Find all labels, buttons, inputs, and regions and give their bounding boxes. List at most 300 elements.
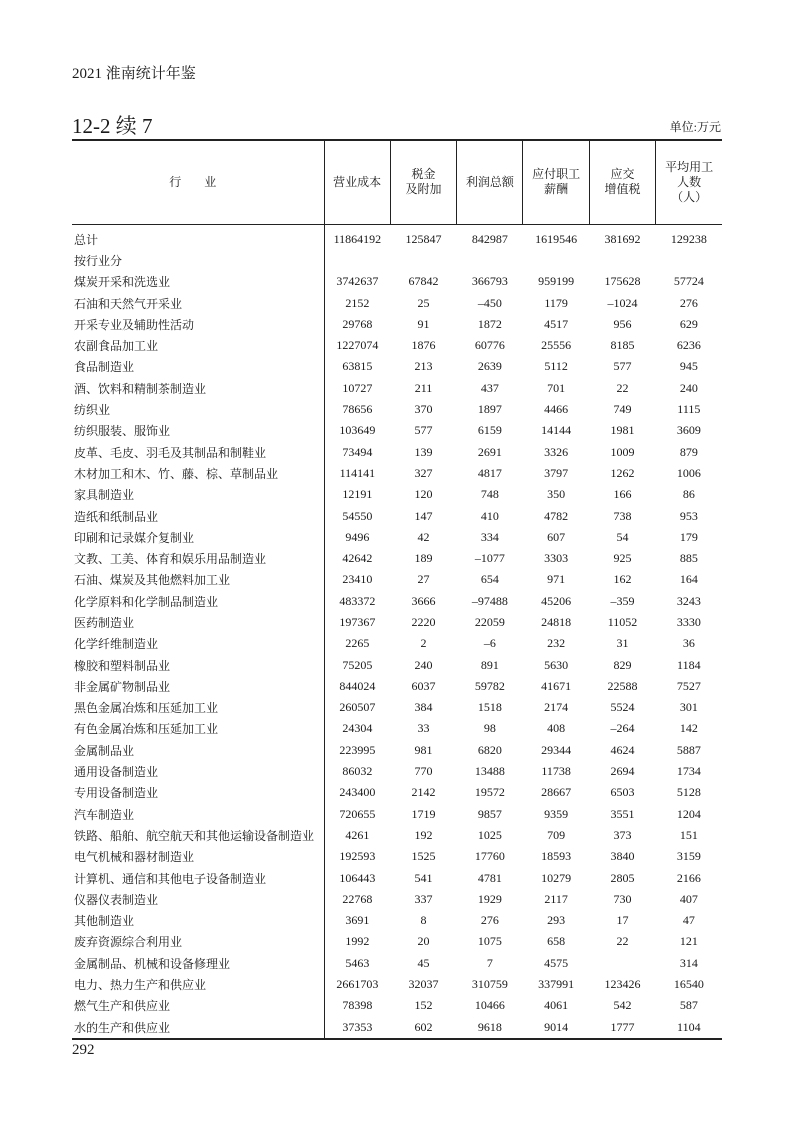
cell-value: 314 bbox=[679, 955, 698, 970]
table-row bbox=[72, 484, 722, 505]
row-label: 医药制造业 bbox=[72, 612, 324, 633]
cell-value: 42642 bbox=[342, 551, 373, 566]
cell-value: 2639 bbox=[477, 359, 502, 374]
cell-value: 60776 bbox=[474, 338, 505, 353]
table-row bbox=[72, 654, 722, 675]
cell-value: 410 bbox=[480, 508, 499, 523]
cell-value: 152 bbox=[414, 998, 433, 1013]
cell-value: 276 bbox=[480, 913, 499, 928]
column-header-label: 应交 增值税 bbox=[604, 167, 641, 197]
cell-value: 373 bbox=[613, 827, 632, 842]
table-row bbox=[72, 463, 722, 484]
cell-value: 7 bbox=[486, 955, 493, 970]
cell-value: 75205 bbox=[342, 657, 373, 672]
row-label: 汽车制造业 bbox=[72, 804, 324, 825]
cell-value: 260507 bbox=[339, 700, 376, 715]
cell-value: 1262 bbox=[610, 465, 635, 480]
row-label: 电力、热力生产和供应业 bbox=[72, 974, 324, 995]
cell-value: 86032 bbox=[342, 764, 373, 779]
cell-value: 885 bbox=[679, 551, 698, 566]
cell-value: 301 bbox=[679, 700, 698, 715]
cell-value: 91 bbox=[417, 316, 430, 331]
cell-value: 749 bbox=[613, 402, 632, 417]
cell-value: 770 bbox=[414, 764, 433, 779]
row-label: 煤炭开采和洗选业 bbox=[72, 271, 324, 292]
cell-value: 366793 bbox=[471, 274, 508, 289]
cell-value: 147 bbox=[414, 508, 433, 523]
cell-value: 1009 bbox=[610, 444, 635, 459]
cell-value: 192 bbox=[414, 827, 433, 842]
cell-value: 162 bbox=[613, 572, 632, 587]
cell-value: 98 bbox=[483, 721, 496, 736]
column-header bbox=[457, 140, 523, 224]
cell-value: 276 bbox=[679, 295, 698, 310]
cell-value: 1227074 bbox=[336, 338, 379, 353]
cell-value: 4781 bbox=[477, 870, 502, 885]
table-row bbox=[72, 782, 722, 803]
cell-value bbox=[523, 250, 589, 271]
row-label: 印刷和记录媒介复制业 bbox=[72, 527, 324, 548]
cell-value: 9618 bbox=[457, 1016, 523, 1038]
cell-value: 879 bbox=[679, 444, 698, 459]
table-row bbox=[72, 697, 722, 718]
cell-value: 654 bbox=[480, 572, 499, 587]
row-label: 文教、工美、体育和娱乐用品制造业 bbox=[72, 548, 324, 569]
cell-value: 240 bbox=[414, 657, 433, 672]
cell-value: 310759 bbox=[471, 977, 508, 992]
cell-value: 5463 bbox=[345, 955, 370, 970]
table-body bbox=[72, 224, 722, 1039]
cell-value: 602 bbox=[390, 1016, 456, 1038]
row-label: 酒、饮料和精制茶制造业 bbox=[72, 378, 324, 399]
cell-value: 2265 bbox=[345, 636, 370, 651]
statistics-table bbox=[72, 139, 722, 1040]
cell-value: 45 bbox=[417, 955, 430, 970]
row-label: 水的生产和供应业 bbox=[72, 1016, 324, 1038]
table-row bbox=[72, 995, 722, 1016]
cell-value: 3691 bbox=[345, 913, 370, 928]
cell-value: 701 bbox=[547, 380, 566, 395]
cell-value: 106443 bbox=[339, 870, 376, 885]
table-row bbox=[72, 505, 722, 526]
cell-value: 945 bbox=[679, 359, 698, 374]
table-row bbox=[72, 953, 722, 974]
cell-value: 1025 bbox=[477, 827, 502, 842]
cell-value: 2805 bbox=[610, 870, 635, 885]
cell-value: 3840 bbox=[610, 849, 635, 864]
cell-value: 192593 bbox=[339, 849, 376, 864]
cell-value: 953 bbox=[679, 508, 698, 523]
cell-value: 5112 bbox=[544, 359, 568, 374]
cell-value: 197367 bbox=[339, 614, 376, 629]
cell-value: 31 bbox=[616, 636, 629, 651]
cell-value: 350 bbox=[547, 487, 566, 502]
cell-value: 240 bbox=[679, 380, 698, 395]
cell-value: 1929 bbox=[477, 891, 502, 906]
cell-value: 54550 bbox=[342, 508, 373, 523]
cell-value: 33 bbox=[417, 721, 430, 736]
cell-value: 4575 bbox=[544, 955, 569, 970]
cell-value: 541 bbox=[414, 870, 433, 885]
cell-value: 25 bbox=[417, 295, 430, 310]
cell-value: 3666 bbox=[411, 593, 436, 608]
cell-value: 1992 bbox=[345, 934, 370, 949]
cell-value: 78656 bbox=[342, 402, 373, 417]
cell-value: 86 bbox=[682, 487, 695, 502]
cell-value: 842987 bbox=[471, 231, 508, 246]
cell-value: 959199 bbox=[538, 274, 575, 289]
cell-value: 3243 bbox=[676, 593, 701, 608]
cell-value: 123426 bbox=[604, 977, 641, 992]
cell-value: 1115 bbox=[677, 402, 701, 417]
header-row bbox=[72, 140, 722, 224]
cell-value: –97488 bbox=[471, 593, 508, 608]
cell-value: 2661703 bbox=[336, 977, 379, 992]
cell-value: 1897 bbox=[477, 402, 502, 417]
cell-value: 956 bbox=[613, 316, 632, 331]
cell-value: 3330 bbox=[676, 614, 701, 629]
cell-value: 12191 bbox=[342, 487, 373, 502]
column-header bbox=[656, 140, 722, 224]
cell-value: 22059 bbox=[474, 614, 505, 629]
cell-value: 17760 bbox=[474, 849, 505, 864]
cell-value: 5524 bbox=[610, 700, 635, 715]
cell-value: 4517 bbox=[544, 316, 569, 331]
cell-value: 164 bbox=[679, 572, 698, 587]
cell-value: 41671 bbox=[541, 678, 572, 693]
row-label: 木材加工和木、竹、藤、棕、草制品业 bbox=[72, 463, 324, 484]
cell-value bbox=[656, 250, 722, 271]
cell-value: 25556 bbox=[541, 338, 572, 353]
row-label: 其他制造业 bbox=[72, 910, 324, 931]
cell-value: 1075 bbox=[477, 934, 502, 949]
cell-value: 1734 bbox=[676, 764, 701, 779]
cell-value: 78398 bbox=[342, 998, 373, 1013]
cell-value: 384 bbox=[414, 700, 433, 715]
cell-value: 5128 bbox=[676, 785, 701, 800]
cell-value: 3742637 bbox=[336, 274, 379, 289]
column-header bbox=[324, 140, 390, 224]
cell-value: 103649 bbox=[339, 423, 376, 438]
cell-value: 223995 bbox=[339, 742, 376, 757]
table-title: 12-2 续 7 bbox=[72, 114, 153, 138]
cell-value: 1777 bbox=[589, 1016, 655, 1038]
table-row bbox=[72, 378, 722, 399]
cell-value: 54 bbox=[616, 529, 629, 544]
row-label: 专用设备制造业 bbox=[72, 782, 324, 803]
row-label: 农副食品加工业 bbox=[72, 335, 324, 356]
row-label: 化学原料和化学制品制造业 bbox=[72, 591, 324, 612]
cell-value: –450 bbox=[477, 295, 502, 310]
cell-value bbox=[457, 250, 523, 271]
running-head: 2021 淮南统计年鉴 bbox=[72, 66, 196, 82]
cell-value: 59782 bbox=[474, 678, 505, 693]
table-row bbox=[72, 761, 722, 782]
cell-value: 6503 bbox=[610, 785, 635, 800]
cell-value: 2174 bbox=[544, 700, 569, 715]
cell-value: 6820 bbox=[477, 742, 502, 757]
table-row bbox=[72, 1016, 722, 1038]
cell-value: 211 bbox=[414, 380, 433, 395]
cell-value: 36 bbox=[682, 636, 695, 651]
row-label: 金属制品业 bbox=[72, 740, 324, 761]
cell-value: 709 bbox=[547, 827, 566, 842]
cell-value: 73494 bbox=[342, 444, 373, 459]
cell-value: –6 bbox=[483, 636, 496, 651]
table-row bbox=[72, 271, 722, 292]
table-row bbox=[72, 356, 722, 377]
table-row bbox=[72, 591, 722, 612]
table-row bbox=[72, 633, 722, 654]
table-row bbox=[72, 889, 722, 910]
cell-value: 730 bbox=[613, 891, 632, 906]
cell-value: 1006 bbox=[676, 465, 701, 480]
cell-value: 381692 bbox=[604, 231, 641, 246]
cell-value: 1719 bbox=[411, 806, 436, 821]
cell-value: 213 bbox=[414, 359, 433, 374]
cell-value: 37353 bbox=[324, 1016, 390, 1038]
cell-value: 4624 bbox=[610, 742, 635, 757]
cell-value: 114141 bbox=[339, 465, 376, 480]
row-label: 食品制造业 bbox=[72, 356, 324, 377]
cell-value: 3797 bbox=[544, 465, 569, 480]
row-label: 皮革、毛皮、羽毛及其制品和制鞋业 bbox=[72, 441, 324, 462]
row-label: 通用设备制造业 bbox=[72, 761, 324, 782]
row-label: 铁路、船舶、航空航天和其他运输设备制造业 bbox=[72, 825, 324, 846]
cell-value: 24304 bbox=[342, 721, 373, 736]
column-header bbox=[523, 140, 589, 224]
table-row bbox=[72, 974, 722, 995]
cell-value: 370 bbox=[414, 402, 433, 417]
cell-value bbox=[324, 250, 390, 271]
cell-value: 2 bbox=[420, 636, 427, 651]
table-row bbox=[72, 676, 722, 697]
cell-value: 18593 bbox=[541, 849, 572, 864]
cell-value: 437 bbox=[480, 380, 499, 395]
table-row bbox=[72, 399, 722, 420]
table-row bbox=[72, 224, 722, 250]
cell-value: 1872 bbox=[477, 316, 502, 331]
cell-value: 2220 bbox=[411, 614, 436, 629]
cell-value: 2117 bbox=[544, 891, 568, 906]
table-row bbox=[72, 804, 722, 825]
cell-value: 6037 bbox=[411, 678, 436, 693]
cell-value: 27 bbox=[417, 572, 430, 587]
cell-value: 8185 bbox=[610, 338, 635, 353]
cell-value: 121 bbox=[679, 934, 698, 949]
cell-value: 13488 bbox=[474, 764, 505, 779]
cell-value: 166 bbox=[613, 487, 632, 502]
row-label: 金属制品、机械和设备修理业 bbox=[72, 953, 324, 974]
cell-value: 981 bbox=[414, 742, 433, 757]
cell-value: 243400 bbox=[339, 785, 376, 800]
row-label: 开采专业及辅助性活动 bbox=[72, 314, 324, 335]
cell-value: 232 bbox=[547, 636, 566, 651]
cell-value: 2694 bbox=[610, 764, 635, 779]
row-label: 计算机、通信和其他电子设备制造业 bbox=[72, 867, 324, 888]
cell-value: 7527 bbox=[676, 678, 701, 693]
column-header-label: 营业成本 bbox=[333, 174, 382, 189]
cell-value: 925 bbox=[613, 551, 632, 566]
row-label: 化学纤维制造业 bbox=[72, 633, 324, 654]
cell-value: 2152 bbox=[345, 295, 370, 310]
cell-value: 4466 bbox=[544, 402, 569, 417]
cell-value: 293 bbox=[547, 913, 566, 928]
column-header-label: 税金 及附加 bbox=[405, 167, 442, 197]
cell-value: 3159 bbox=[676, 849, 701, 864]
row-label: 电气机械和器材制造业 bbox=[72, 846, 324, 867]
cell-value: 1619546 bbox=[535, 231, 578, 246]
cell-value: 3609 bbox=[676, 423, 701, 438]
cell-value: 5630 bbox=[544, 657, 569, 672]
table-row bbox=[72, 527, 722, 548]
cell-value: 28667 bbox=[541, 785, 572, 800]
cell-value: 829 bbox=[613, 657, 632, 672]
table-row bbox=[72, 867, 722, 888]
cell-value: 125847 bbox=[405, 231, 442, 246]
cell-value: 29344 bbox=[541, 742, 572, 757]
table-row bbox=[72, 314, 722, 335]
cell-value: 3326 bbox=[544, 444, 569, 459]
row-label: 按行业分 bbox=[72, 250, 324, 271]
cell-value: 42 bbox=[417, 529, 430, 544]
cell-value: 57724 bbox=[673, 274, 704, 289]
table-row bbox=[72, 569, 722, 590]
cell-value: 1179 bbox=[544, 295, 568, 310]
table-row bbox=[72, 612, 722, 633]
cell-value: 16540 bbox=[673, 977, 704, 992]
cell-value: 1876 bbox=[411, 338, 436, 353]
table-row bbox=[72, 910, 722, 931]
row-label: 造纸和纸制品业 bbox=[72, 505, 324, 526]
column-header-label: 应付职工 薪酬 bbox=[532, 167, 581, 197]
row-label: 家具制造业 bbox=[72, 484, 324, 505]
cell-value: 1525 bbox=[411, 849, 436, 864]
row-label: 总计 bbox=[72, 224, 324, 250]
cell-value: 587 bbox=[679, 998, 698, 1013]
cell-value: 2691 bbox=[477, 444, 502, 459]
cell-value: 1981 bbox=[610, 423, 635, 438]
cell-value: 45206 bbox=[541, 593, 572, 608]
cell-value: 10466 bbox=[474, 998, 505, 1013]
cell-value: 175628 bbox=[604, 274, 641, 289]
cell-value: 1184 bbox=[677, 657, 701, 672]
cell-value: 22588 bbox=[607, 678, 638, 693]
cell-value: 327 bbox=[414, 465, 433, 480]
cell-value: 120 bbox=[414, 487, 433, 502]
cell-value: 22 bbox=[616, 934, 629, 949]
cell-value: 6236 bbox=[676, 338, 701, 353]
cell-value: 2142 bbox=[411, 785, 436, 800]
row-label: 非金属矿物制品业 bbox=[72, 676, 324, 697]
cell-value: 20 bbox=[417, 934, 430, 949]
cell-value bbox=[589, 250, 655, 271]
row-label: 仪器仪表制造业 bbox=[72, 889, 324, 910]
column-header-label: 利润总额 bbox=[465, 174, 514, 189]
page-number: 292 bbox=[72, 1042, 95, 1058]
cell-value: 607 bbox=[547, 529, 566, 544]
row-label: 石油和天然气开采业 bbox=[72, 292, 324, 313]
cell-value: 67842 bbox=[408, 274, 439, 289]
table-row bbox=[72, 718, 722, 739]
cell-value: 142 bbox=[679, 721, 698, 736]
cell-value: 29768 bbox=[342, 316, 373, 331]
cell-value: 9857 bbox=[477, 806, 502, 821]
cell-value: 22 bbox=[616, 380, 629, 395]
cell-value bbox=[589, 953, 655, 974]
row-label: 燃气生产和供应业 bbox=[72, 995, 324, 1016]
table-row bbox=[72, 441, 722, 462]
cell-value: 32037 bbox=[408, 977, 439, 992]
column-header bbox=[390, 140, 456, 224]
cell-value: 10279 bbox=[541, 870, 572, 885]
cell-value: 542 bbox=[613, 998, 632, 1013]
table-row bbox=[72, 250, 722, 271]
cell-value: 483372 bbox=[339, 593, 376, 608]
cell-value: 4061 bbox=[544, 998, 569, 1013]
row-label: 有色金属冶炼和压延加工业 bbox=[72, 718, 324, 739]
cell-value: 10727 bbox=[342, 380, 373, 395]
cell-value: –264 bbox=[610, 721, 635, 736]
row-label: 石油、煤炭及其他燃料加工业 bbox=[72, 569, 324, 590]
cell-value: 23410 bbox=[342, 572, 373, 587]
row-label: 废弃资源综合利用业 bbox=[72, 931, 324, 952]
cell-value: 748 bbox=[480, 487, 499, 502]
table-row bbox=[72, 846, 722, 867]
cell-value: 720655 bbox=[339, 806, 376, 821]
cell-value: 4817 bbox=[477, 465, 502, 480]
table-row bbox=[72, 335, 722, 356]
cell-value: 407 bbox=[679, 891, 698, 906]
column-header-label: 平均用工 人数 （人） bbox=[665, 159, 714, 204]
cell-value: 408 bbox=[547, 721, 566, 736]
cell-value: 658 bbox=[547, 934, 566, 949]
cell-value: 1204 bbox=[676, 806, 701, 821]
cell-value: 151 bbox=[679, 827, 698, 842]
cell-value: 4261 bbox=[345, 827, 370, 842]
cell-value: 9496 bbox=[345, 529, 370, 544]
cell-value: 129238 bbox=[670, 231, 707, 246]
cell-value: 6159 bbox=[477, 423, 502, 438]
cell-value: 9014 bbox=[523, 1016, 589, 1038]
table-row bbox=[72, 420, 722, 441]
cell-value: 8 bbox=[420, 913, 427, 928]
cell-value: 5887 bbox=[676, 742, 701, 757]
cell-value: 3551 bbox=[610, 806, 635, 821]
cell-value: –359 bbox=[610, 593, 635, 608]
cell-value: 4782 bbox=[544, 508, 569, 523]
table-row bbox=[72, 292, 722, 313]
cell-value: 63815 bbox=[342, 359, 373, 374]
column-header-industry bbox=[72, 140, 324, 224]
cell-value: 577 bbox=[414, 423, 433, 438]
cell-value: 1104 bbox=[656, 1016, 722, 1038]
cell-value: 3303 bbox=[544, 551, 569, 566]
cell-value: 738 bbox=[613, 508, 632, 523]
cell-value: 971 bbox=[547, 572, 566, 587]
cell-value: 11738 bbox=[541, 764, 571, 779]
column-header bbox=[589, 140, 655, 224]
cell-value: 22768 bbox=[342, 891, 373, 906]
cell-value: 1518 bbox=[477, 700, 502, 715]
cell-value: 2166 bbox=[676, 870, 701, 885]
cell-value: 629 bbox=[679, 316, 698, 331]
row-label: 纺织业 bbox=[72, 399, 324, 420]
cell-value: 17 bbox=[616, 913, 629, 928]
cell-value: 334 bbox=[480, 529, 499, 544]
table-row bbox=[72, 548, 722, 569]
row-label: 纺织服装、服饰业 bbox=[72, 420, 324, 441]
